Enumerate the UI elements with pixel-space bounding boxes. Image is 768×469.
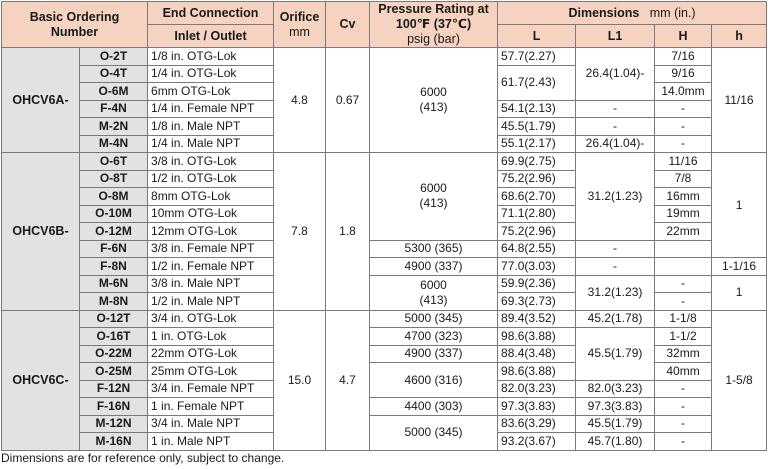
dim-H: 7/8 [655, 170, 712, 188]
end-connection: 3/4 in. Female NPT [148, 380, 274, 398]
dim-h: 1-5/8 [712, 310, 767, 450]
end-connection: 1/8 in. Male NPT [148, 118, 274, 136]
orifice-value: 7.8 [274, 153, 326, 311]
dim-H: - [655, 415, 712, 433]
table-row [2, 153, 767, 171]
dim-L1: 82.0(3.23) [576, 380, 655, 398]
dim-L: 93.2(3.67) [498, 433, 576, 451]
dim-L: 97.3(3.83) [498, 398, 576, 416]
part-number: M-6N [80, 275, 148, 293]
dim-L1: 45.5(1.79) [576, 328, 655, 381]
table-row [2, 258, 767, 276]
family-label: OHCV6B- [2, 153, 80, 311]
part-number: O-2T [80, 48, 148, 66]
dim-h: 1 [712, 275, 767, 310]
cv-value: 4.7 [326, 310, 370, 450]
dim-L: 69.9(2.75) [498, 153, 576, 171]
part-number: F-4N [80, 100, 148, 118]
dim-L1: 45.7(1.80) [576, 433, 655, 451]
dim-L1: - [576, 100, 655, 118]
family-label: OHCV6C- [2, 310, 80, 450]
dim-h: 1-1/16 [712, 258, 767, 276]
dim-L: 89.4(3.52) [498, 310, 576, 328]
cv-value: 1.8 [326, 153, 370, 311]
dim-H: - [655, 433, 712, 451]
end-connection: 1/2 in. OTG-Lok [148, 170, 274, 188]
dim-L1: 45.2(1.78) [576, 310, 655, 328]
dim-L: 54.1(2.13) [498, 100, 576, 118]
part-number: O-8M [80, 188, 148, 206]
dim-L: 69.3(2.73) [498, 293, 576, 311]
part-number: O-10M [80, 205, 148, 223]
header-col-h: h [712, 25, 767, 48]
pressure-value: 4900 (337) [370, 345, 498, 363]
dim-H: 40mm [655, 363, 712, 381]
part-number: O-25M [80, 363, 148, 381]
header-dimensions [498, 2, 767, 25]
dim-L: 88.4(3.48) [498, 345, 576, 363]
dim-L: 98.6(3.88) [498, 328, 576, 346]
end-connection: 1 in. OTG-Lok [148, 328, 274, 346]
header-cv: Cv [326, 2, 370, 48]
end-connection: 1/4 in. Female NPT [148, 100, 274, 118]
part-number: F-12N [80, 380, 148, 398]
part-number: F-8N [80, 258, 148, 276]
header-inlet-outlet: Inlet / Outlet [148, 25, 274, 48]
end-connection: 10mm OTG-Lok [148, 205, 274, 223]
dim-L: 55.1(2.17) [498, 135, 576, 153]
table-header [2, 2, 767, 48]
table-row [2, 398, 767, 416]
dim-L: 98.6(3.88) [498, 363, 576, 381]
orifice-value: 4.8 [274, 48, 326, 153]
end-connection: 1/2 in. Male NPT [148, 293, 274, 311]
dim-L1: - [576, 240, 655, 258]
group-ohcv6b [2, 153, 767, 311]
end-connection: 3/4 in. Male NPT [148, 415, 274, 433]
family-label: OHCV6A- [2, 48, 80, 153]
part-number: O-22M [80, 345, 148, 363]
dim-h: 11/16 [712, 48, 767, 153]
part-number: M-16N [80, 433, 148, 451]
table-row [2, 275, 767, 293]
part-number: M-2N [80, 118, 148, 136]
part-number: O-6T [80, 153, 148, 171]
dim-H: - [655, 118, 712, 136]
pressure-value: 4900 (337) [370, 258, 498, 276]
header-dimensions-label: Dimensions [568, 5, 640, 20]
header-pressure-unit: psig (bar) [407, 32, 460, 46]
pressure-value [370, 48, 498, 153]
dim-L: 82.0(3.23) [498, 380, 576, 398]
dim-L1: 45.5(1.79) [576, 415, 655, 433]
header-end-connection: End Connection [148, 2, 274, 25]
dim-H: - [655, 135, 712, 153]
end-connection: 6mm OTG-Lok [148, 83, 274, 101]
dim-L1: 31.2(1.23) [576, 275, 655, 310]
dim-H: - [655, 275, 712, 293]
dim-H: 14.0mm [655, 83, 712, 101]
part-number: F-16N [80, 398, 148, 416]
cv-value: 0.67 [326, 48, 370, 153]
table-row [2, 240, 767, 258]
header-dimensions-unit: mm (in.) [649, 5, 696, 20]
pressure-value: 5000 (345) [370, 310, 498, 328]
ordering-spec-table [1, 1, 767, 451]
pressure-value [370, 275, 498, 310]
dim-H: - [655, 293, 712, 311]
header-orifice-unit: mm [289, 24, 310, 39]
dim-H: 9/16 [655, 65, 712, 83]
end-connection: 22mm OTG-Lok [148, 345, 274, 363]
end-connection: 25mm OTG-Lok [148, 363, 274, 381]
part-number: O-4T [80, 65, 148, 83]
pressure-psig: 6000 [420, 277, 447, 292]
end-connection: 1 in. Male NPT [148, 433, 274, 451]
header-pressure-line1: Pressure Rating at [378, 2, 489, 16]
dim-L: 59.9(2.36) [498, 275, 576, 293]
group-ohcv6a [2, 48, 767, 153]
footnote: Dimensions are for reference only, subject to change. [1, 451, 285, 465]
dim-L: 64.8(2.55) [498, 240, 576, 258]
pressure-value: 4400 (303) [370, 398, 498, 416]
dim-H [655, 240, 712, 258]
pressure-value: 5300 (365) [370, 240, 498, 258]
group-ohcv6c [2, 310, 767, 450]
pressure-psig: 6000 [420, 85, 447, 99]
dim-L1: 31.2(1.23) [576, 153, 655, 241]
dim-L1: 26.4(1.04)- [576, 48, 655, 101]
part-number: M-8N [80, 293, 148, 311]
end-connection: 1/8 in. OTG-Lok [148, 48, 274, 66]
orifice-value: 15.0 [274, 310, 326, 450]
end-connection: 3/8 in. Female NPT [148, 240, 274, 258]
pressure-value: 4700 (323) [370, 328, 498, 346]
pressure-psig: 6000 [420, 181, 447, 196]
end-connection: 8mm OTG-Lok [148, 188, 274, 206]
pressure-bar: (413) [419, 292, 448, 307]
dim-L: 57.7(2.27) [498, 48, 576, 66]
header-col-H: H [655, 25, 712, 48]
dim-L: 83.6(3.29) [498, 415, 576, 433]
dim-H: 16mm [655, 188, 712, 206]
end-connection: 1 in. Female NPT [148, 398, 274, 416]
part-number: F-6N [80, 240, 148, 258]
dim-H [655, 258, 712, 276]
dim-H: 32mm [655, 345, 712, 363]
dim-L: 75.2(2.96) [498, 223, 576, 241]
dim-L: 77.0(3.03) [498, 258, 576, 276]
dim-L: 61.7(2.43) [498, 65, 576, 100]
end-connection: 1/4 in. OTG-Lok [148, 65, 274, 83]
pressure-value: 5000 (345) [370, 415, 498, 450]
header-orifice-label: Orifice [279, 9, 320, 24]
header-pressure-rating [370, 2, 498, 48]
part-number: O-16T [80, 328, 148, 346]
dim-L: 71.1(2.80) [498, 205, 576, 223]
dim-h: 1 [712, 153, 767, 258]
end-connection: 3/4 in. OTG-Lok [148, 310, 274, 328]
dim-H: - [655, 398, 712, 416]
end-connection: 3/8 in. Male NPT [148, 275, 274, 293]
dim-H: - [655, 100, 712, 118]
table-row [2, 48, 767, 66]
end-connection: 3/8 in. OTG-Lok [148, 153, 274, 171]
part-number: M-12N [80, 415, 148, 433]
dim-H: 7/16 [655, 48, 712, 66]
dim-L: 75.2(2.96) [498, 170, 576, 188]
header-basic-ordering-number: Basic Ordering Number [2, 2, 148, 48]
header-pressure-line2: 100℉ (37℃) [395, 17, 472, 31]
dim-H: 1-1/8 [655, 310, 712, 328]
header-col-L: L [498, 25, 576, 48]
dim-L1: 97.3(3.83) [576, 398, 655, 416]
end-connection: 1/2 in. Female NPT [148, 258, 274, 276]
dim-H: 19mm [655, 205, 712, 223]
dim-H: 1-1/2 [655, 328, 712, 346]
pressure-bar: (413) [419, 196, 448, 211]
part-number: O-8T [80, 170, 148, 188]
pressure-value [370, 153, 498, 241]
dim-L: 68.6(2.70) [498, 188, 576, 206]
end-connection: 12mm OTG-Lok [148, 223, 274, 241]
dim-L1: - [576, 258, 655, 276]
pressure-bar: (413) [419, 100, 448, 114]
part-number: O-12T [80, 310, 148, 328]
dim-L: 45.5(1.79) [498, 118, 576, 136]
dim-H: 11/16 [655, 153, 712, 171]
table-row [2, 415, 767, 433]
end-connection: 1/4 in. Male NPT [148, 135, 274, 153]
dim-L1: - [576, 118, 655, 136]
header-orifice [274, 2, 326, 48]
dim-H: 22mm [655, 223, 712, 241]
table-row [2, 328, 767, 346]
part-number: O-12M [80, 223, 148, 241]
part-number: M-4N [80, 135, 148, 153]
header-col-L1: L1 [576, 25, 655, 48]
part-number: O-6M [80, 83, 148, 101]
dim-H: - [655, 380, 712, 398]
dim-L1: 26.4(1.04)- [576, 135, 655, 153]
table-row [2, 310, 767, 328]
pressure-value: 4600 (316) [370, 363, 498, 398]
